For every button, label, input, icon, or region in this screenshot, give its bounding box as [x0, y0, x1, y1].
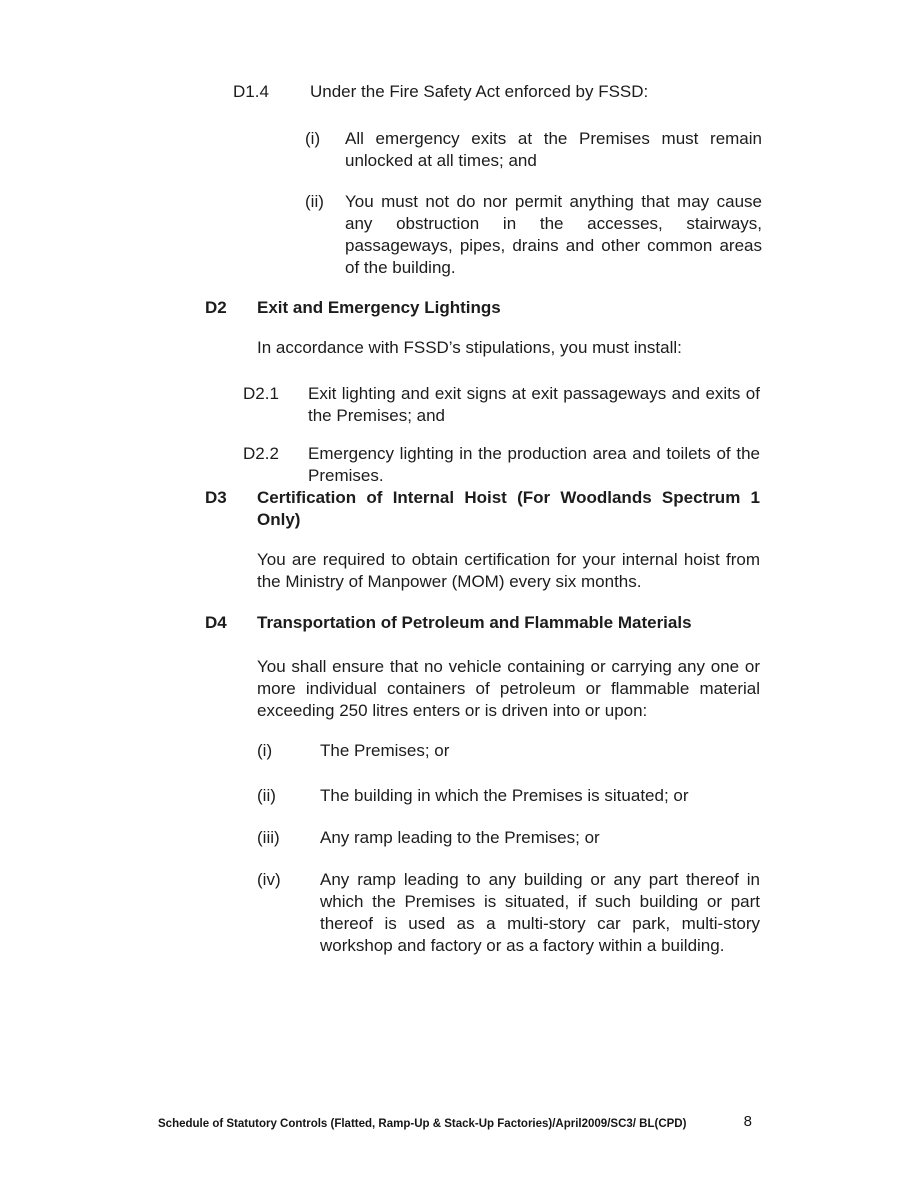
clause-text: Emergency lighting in the production area and toilets of the Premises. — [308, 444, 760, 485]
clause-d2-1 — [243, 383, 760, 427]
section-number: D4 — [205, 613, 227, 632]
section-title: Transportation of Petroleum and Flammable Materials — [257, 613, 692, 632]
list-item-d4-iii — [257, 827, 760, 849]
list-marker: (i) — [257, 741, 273, 760]
paragraph-d2-intro — [257, 337, 760, 359]
list-item-text: The building in which the Premises is situated; or — [320, 786, 689, 805]
clause-number: D2.1 — [243, 384, 279, 403]
paragraph-text: In accordance with FSSD’s stipulations, you must install: — [257, 338, 682, 357]
section-title: Certification of Internal Hoist (For Woodlands Spectrum 1 Only) — [257, 488, 760, 529]
clause-text: Exit lighting and exit signs at exit passageways and exits of the Premises; and — [308, 384, 760, 425]
section-number: D3 — [205, 488, 227, 507]
list-marker: (ii) — [257, 786, 276, 805]
clause-text: Under the Fire Safety Act enforced by FSSD: — [310, 82, 649, 101]
section-heading-d4 — [205, 612, 760, 634]
list-item-d1-4-i — [305, 128, 762, 172]
list-marker: (i) — [305, 129, 321, 148]
list-item-text: All emergency exits at the Premises must remain unlocked at all times; and — [345, 129, 762, 170]
clause-number: D1.4 — [233, 82, 269, 101]
list-item-text: The Premises; or — [320, 741, 450, 760]
list-item-d4-ii — [257, 785, 760, 807]
list-marker: (iii) — [257, 828, 280, 847]
section-title: Exit and Emergency Lightings — [257, 298, 501, 317]
paragraph-text: You are required to obtain certification for your internal hoist from the Ministry of Manpower (MOM) every six months. — [257, 550, 760, 591]
clause-number: D2.2 — [243, 444, 279, 463]
clause-d1-4 — [233, 81, 760, 103]
list-item-text: Any ramp leading to the Premises; or — [320, 828, 600, 847]
section-heading-d2 — [205, 297, 760, 319]
paragraph-d4-body — [257, 656, 760, 722]
section-number: D2 — [205, 298, 227, 317]
footer-document-reference: Schedule of Statutory Controls (Flatted, Ramp-Up & Stack-Up Factories)/April2009/SC3/ BL(CPD) — [158, 1118, 687, 1130]
list-item-d1-4-ii — [305, 191, 762, 279]
paragraph-text: You shall ensure that no vehicle containing or carrying any one or more individual containers of petroleum or flammable material exceeding 250 litres enters or is driven into or upon: — [257, 657, 760, 720]
footer-page-number: 8 — [743, 1113, 752, 1130]
list-item-d4-iv — [257, 869, 760, 957]
section-heading-d3 — [205, 487, 760, 531]
list-item-text: You must not do nor permit anything that may cause any obstruction in the accesses, stairways, passageways, pipes, drains and other common areas of the building. — [345, 192, 762, 277]
list-item-text: Any ramp leading to any building or any part thereof in which the Premises is situated, if such building or part thereof is used as a multi-story car park, multi-story workshop and factory or as a factory within a building. — [320, 870, 760, 955]
list-marker: (iv) — [257, 870, 281, 889]
list-marker: (ii) — [305, 192, 324, 211]
list-item-d4-i — [257, 740, 760, 762]
paragraph-d3-body — [257, 549, 760, 593]
clause-d2-2 — [243, 443, 760, 487]
